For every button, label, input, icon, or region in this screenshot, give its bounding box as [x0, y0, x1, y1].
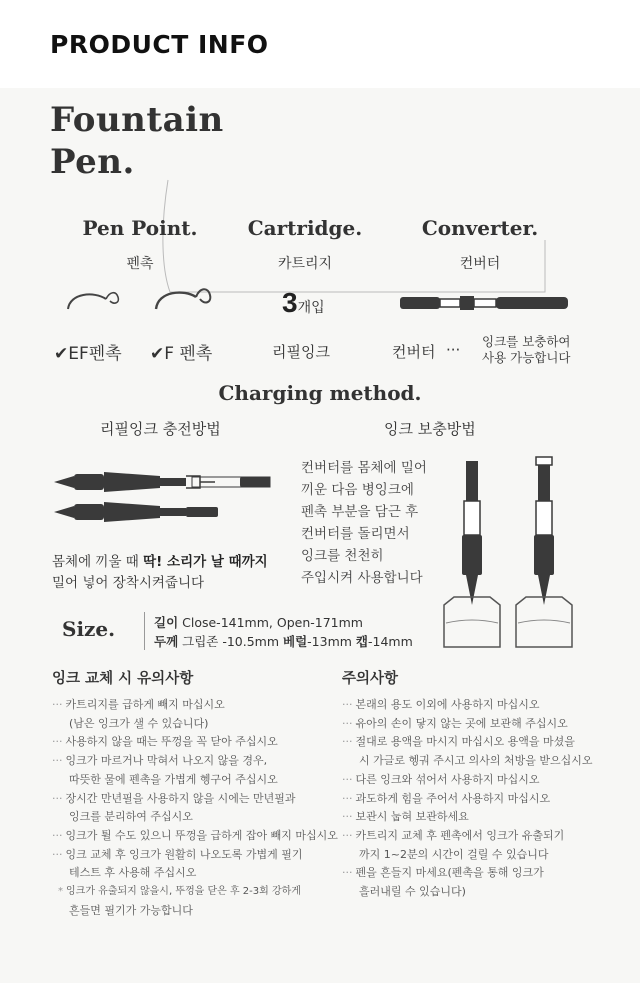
list-item	[342, 864, 593, 883]
converter-icon	[398, 292, 572, 314]
refill-desc-line2: 밀어 넣어 장착시켜줍니다	[52, 575, 205, 591]
list-item-text: 테스트 후 사용해 주십시오	[69, 866, 197, 880]
list-item-text: 펜을 흔들지 마세요(펜촉을 통해 잉크가	[355, 866, 544, 880]
supply-method-title: 잉크 보충방법	[384, 420, 476, 438]
list-item-bullet: ···	[52, 847, 63, 861]
list-item-text: 장시간 만년필을 사용하지 않을 시에는 만년필과	[65, 791, 296, 805]
list-item	[342, 883, 593, 902]
list-item-bullet: ···	[342, 735, 353, 749]
list-item-bullet: ···	[52, 828, 63, 842]
converter-note-line2: 사용 가능합니다	[482, 350, 571, 365]
size-divider	[144, 612, 145, 650]
list-item	[52, 864, 338, 883]
size-thickness-label: 두께	[154, 634, 179, 649]
converter-ellipsis: ···	[446, 341, 461, 359]
size-thickness-line	[154, 632, 413, 650]
ef-nib-option: ✔EF펜촉	[54, 344, 122, 364]
list-item-text: 잉크를 분리하여 주십시오	[69, 810, 193, 824]
caution-title: 주의사항	[342, 671, 399, 687]
list-item	[52, 752, 338, 771]
list-item	[342, 771, 593, 790]
size-grip-value: -10.5mm	[218, 634, 284, 649]
list-item-text: 잉크가 튈 수도 있으니 뚜껑을 급하게 잡아 빼지 마십시오	[65, 828, 338, 842]
list-item	[52, 808, 338, 827]
f-nib-label: F 펜촉	[164, 344, 213, 364]
converter-note	[482, 334, 571, 366]
list-item	[52, 790, 338, 809]
ef-nib-icon	[64, 287, 126, 317]
list-item-text: 까지 1~2분의 시간이 걸릴 수 있습니다	[359, 847, 549, 861]
list-item	[342, 733, 593, 752]
ef-nib-label: EF펜촉	[68, 344, 122, 364]
refill-desc-part1: 몸체에 끼울 때	[52, 554, 144, 570]
list-item-bullet: ···	[52, 791, 63, 805]
size-heading: Size.	[62, 617, 116, 641]
supply-desc-line: 펜촉 부분을 담근 후	[301, 504, 419, 520]
list-item-text: 사용하지 않을 때는 뚜껑을 꼭 닫아 주십시오	[65, 735, 278, 749]
supply-description	[301, 457, 427, 589]
size-barrel-label: 베럴	[283, 634, 308, 649]
cartridge-count-unit: 개입	[297, 300, 325, 316]
size-grip-label: 그립존	[178, 634, 219, 649]
list-item	[52, 846, 338, 865]
list-item-bullet: ···	[52, 698, 63, 711]
list-item	[342, 827, 593, 846]
list-item-text: 보관시 눕혀 보관하세요	[355, 810, 469, 824]
size-cap-value: -14mm	[368, 634, 413, 649]
supply-desc-line: 컨버터를 돌리면서	[301, 526, 410, 542]
list-item-text: 따뜻한 물에 펜촉을 가볍게 헹구어 주십시오	[69, 772, 278, 786]
converter-option-label: 컨버터	[392, 343, 436, 361]
refill-desc-line1	[52, 550, 268, 570]
list-item-text: 흘러내릴 수 있습니다)	[359, 885, 466, 899]
converter-ko-label: 컨버터	[459, 256, 501, 272]
list-item-bullet: ···	[52, 735, 63, 749]
charging-method-heading: Charging method.	[218, 381, 422, 405]
list-item-text: 본래의 용도 이외에 사용하지 마십시오	[355, 698, 540, 711]
list-item-bullet: ···	[342, 716, 353, 730]
size-length-value: Close-141mm, Open-171mm	[178, 615, 363, 630]
list-item-text: 과도하게 힘을 주어서 사용하지 마십시오	[355, 791, 551, 805]
list-item-bullet: ···	[342, 791, 353, 805]
ink-bottle-illustration	[440, 455, 620, 655]
list-item	[52, 696, 338, 715]
list-item-text: (남은 잉크가 샐 수 있습니다)	[69, 716, 209, 730]
list-item-text: 잉크가 마르거나 막혀서 나오지 않을 경우,	[65, 754, 268, 768]
list-item-bullet: ···	[52, 754, 63, 768]
list-item-text: 시 가글로 헹궈 주시고 의사의 처방을 받으십시오	[359, 754, 593, 768]
list-item	[52, 715, 338, 734]
f-nib-option: ✔F 펜촉	[150, 344, 213, 364]
page-header-title: PRODUCT INFO	[50, 30, 269, 59]
list-item	[342, 752, 593, 771]
list-item	[52, 902, 338, 921]
pen-point-ko-label: 펜촉	[126, 256, 154, 272]
hero-title-line2: Pen.	[50, 142, 135, 182]
supply-desc-line: 끼운 다음 병잉크에	[301, 482, 414, 498]
list-item-text: 카트리지 교체 후 펜촉에서 잉크가 유출되기	[355, 828, 565, 842]
list-item	[342, 715, 593, 734]
ink-notes-title: 잉크 교체 시 유의사항	[52, 671, 194, 687]
list-item-bullet: ···	[342, 772, 353, 786]
caution-list	[342, 696, 593, 902]
pen-point-heading: Pen Point.	[82, 216, 198, 240]
converter-heading: Converter.	[421, 216, 539, 240]
list-item	[342, 846, 593, 865]
list-item	[52, 771, 338, 790]
list-item-bullet: *	[58, 886, 63, 898]
size-length-line	[154, 613, 363, 631]
list-item	[342, 808, 593, 827]
list-item-bullet: ···	[342, 828, 353, 842]
cartridge-heading: Cartridge.	[247, 216, 363, 240]
list-item-bullet: ···	[342, 866, 353, 880]
refill-method-title: 리필잉크 충전방법	[100, 420, 221, 438]
size-length-label: 길이	[154, 615, 179, 630]
list-item	[342, 790, 593, 809]
supply-desc-line: 잉크를 천천히	[301, 548, 384, 564]
ink-notes-list	[52, 696, 338, 920]
f-nib-icon	[150, 285, 220, 317]
hero-title-line1: Fountain	[50, 100, 224, 140]
refill-ink-label: 리필잉크	[272, 343, 330, 361]
list-item-text: 유아의 손이 닿지 않는 곳에 보관해 주십시오	[355, 716, 568, 730]
list-item	[342, 696, 593, 715]
list-item-bullet: ···	[342, 698, 353, 711]
cartridge-ko-label: 카트리지	[277, 256, 333, 272]
supply-desc-line: 컨버터를 몸체에 밀어	[301, 460, 427, 476]
list-item-text: 흔들면 필기가 가능합니다	[69, 903, 193, 917]
list-item-text: 다른 잉크와 섞어서 사용하지 마십시오	[355, 772, 540, 786]
list-item-text: 잉크가 유출되지 않을시, 뚜껑을 닫은 후 2-3회 강하게	[66, 886, 301, 898]
size-barrel-value: -13mm	[307, 634, 356, 649]
list-item	[52, 733, 338, 752]
converter-note-line1: 잉크를 보충하여	[482, 334, 571, 349]
cartridge-count	[282, 287, 325, 319]
supply-desc-line: 주입시켜 사용합니다	[301, 570, 423, 586]
list-item-text: 절대로 용액을 마시지 마십시오 용액을 마셨을	[355, 735, 575, 749]
list-item-text: 잉크 교체 후 잉크가 원활히 나오도록 가볍게 필기	[65, 847, 303, 861]
refill-desc-emphasis: 딱! 소리가 날 때까지	[143, 554, 268, 570]
list-item	[52, 827, 338, 846]
cartridge-count-number: 3	[282, 287, 298, 318]
list-item-bullet: ···	[342, 810, 353, 824]
list-item-text: 카트리지를 급하게 빼지 마십시오	[65, 698, 225, 711]
size-cap-label: 캡	[355, 634, 368, 649]
list-item	[52, 883, 338, 902]
refill-illustration	[50, 460, 275, 530]
